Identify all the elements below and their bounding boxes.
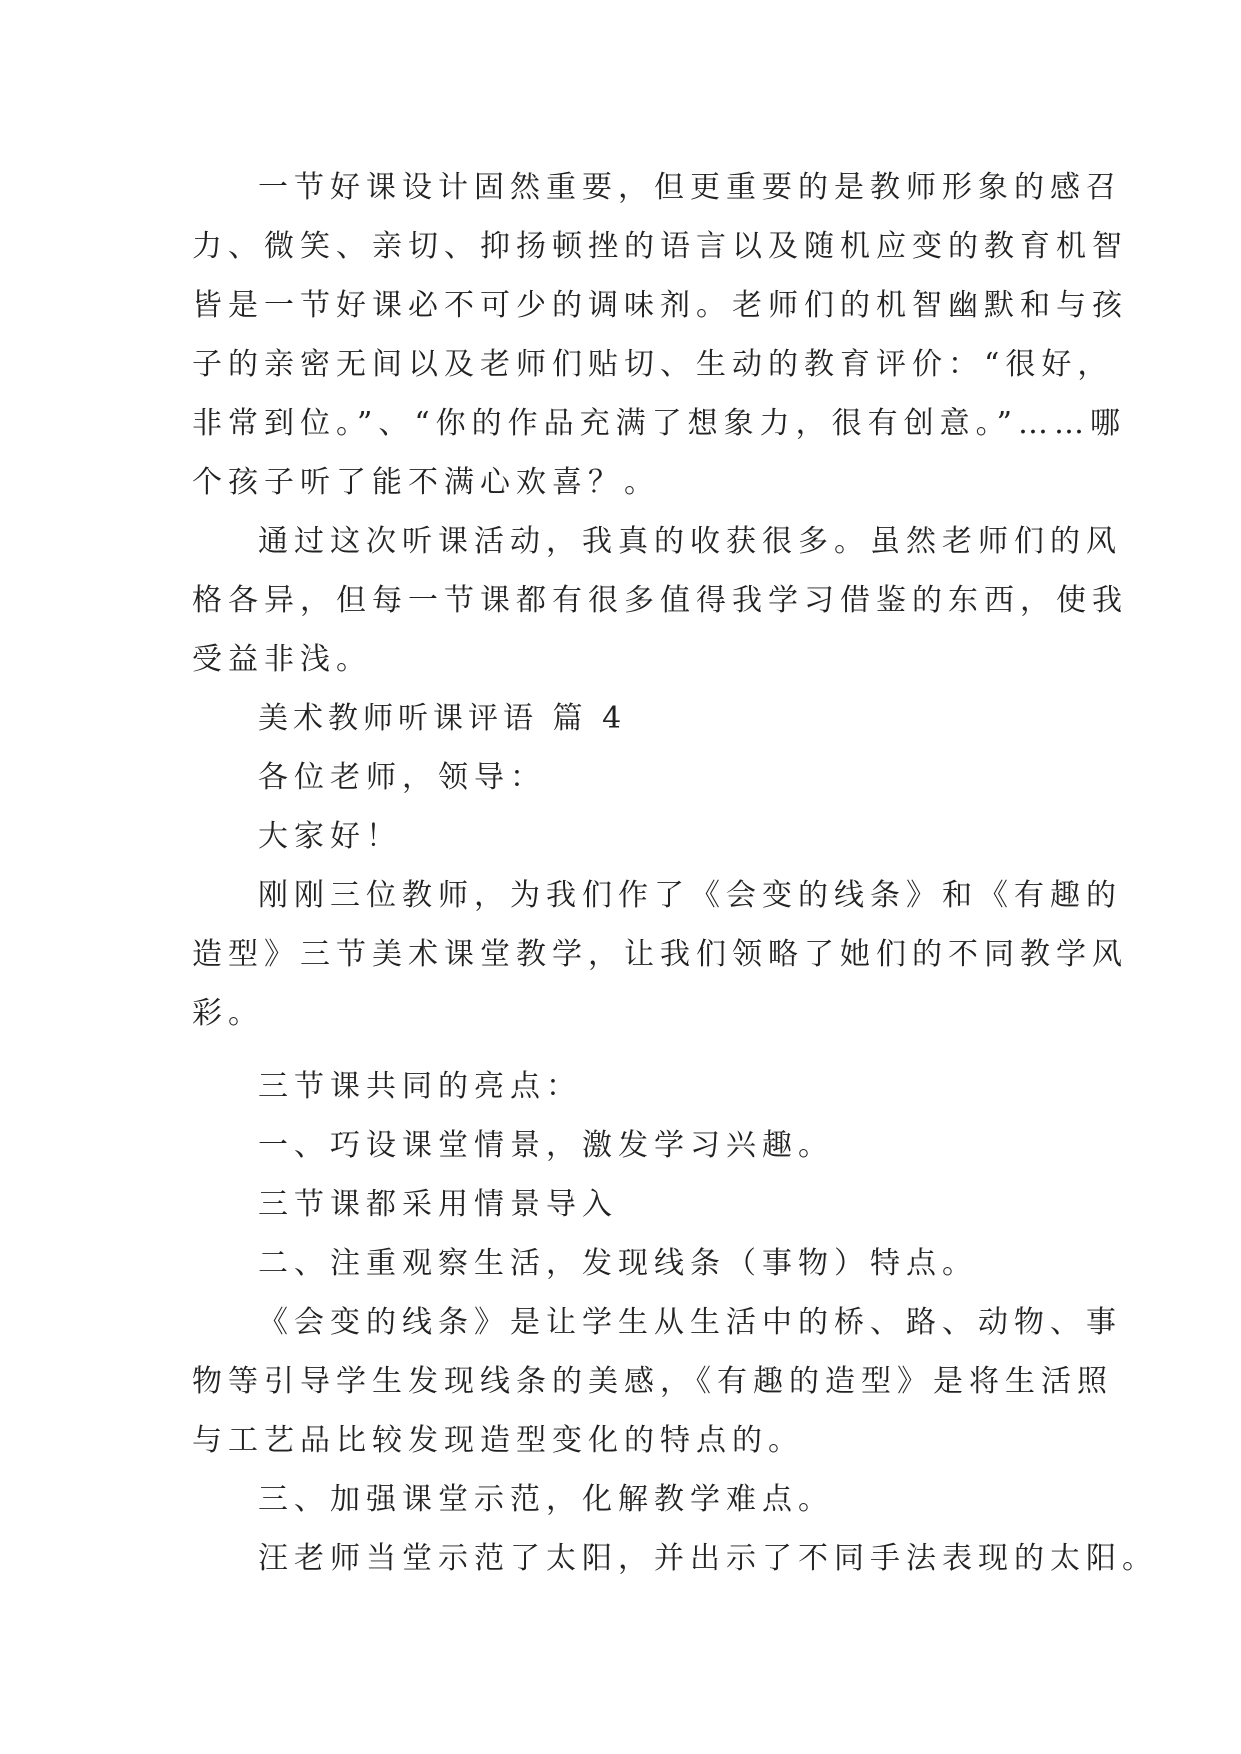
paragraph-line: 力、微笑、亲切、抑扬顿挫的语言以及随机应变的教育机智 (192, 229, 1128, 264)
list-heading: 三、加强课堂示范，化解教学难点。 (258, 1482, 834, 1517)
paragraph-line: 《会变的线条》是让学生从生活中的桥、路、动物、事 (258, 1305, 1122, 1340)
paragraph-line: 子的亲密无间以及老师们贴切、生动的教育评价：“很好， (192, 347, 1114, 382)
paragraph-line: 通过这次听课活动，我真的收获很多。虽然老师们的风 (258, 524, 1122, 559)
greeting: 大家好！ (258, 819, 402, 854)
paragraph-line: 受益非浅。 (192, 642, 372, 677)
paragraph-line: 非常到位。”、“你的作品充满了想象力，很有创意。”……哪 (192, 406, 1127, 441)
paragraph-line: 刚刚三位教师，为我们作了《会变的线条》和《有趣的 (258, 878, 1122, 913)
paragraph-line: 格各异，但每一节课都有很多值得我学习借鉴的东西，使我 (192, 583, 1128, 618)
paragraph-line: 与工艺品比较发现造型变化的特点的。 (192, 1423, 804, 1458)
paragraph-line: 彩。 (192, 996, 264, 1031)
paragraph-line: 三节课都采用情景导入 (258, 1187, 618, 1222)
list-heading: 二、注重观察生活，发现线条（事物）特点。 (258, 1246, 978, 1281)
paragraph-gap (192, 1043, 1062, 1057)
paragraph-line: 物等引导学生发现线条的美感，《有趣的造型》是将生活照 (192, 1364, 1113, 1399)
paragraph-line: 汪老师当堂示范了太阳，并出示了不同手法表现的太阳。 (258, 1541, 1158, 1576)
salutation: 各位老师，领导： (258, 760, 546, 795)
document-body (192, 158, 1158, 1588)
paragraph-line: 个孩子听了能不满心欢喜？。 (192, 465, 660, 500)
paragraph-line: 皆是一节好课必不可少的调味剂。老师们的机智幽默和与孩 (192, 288, 1128, 323)
section-heading: 美术教师听课评语 篇 4 (258, 701, 627, 736)
list-heading: 一、巧设课堂情景，激发学习兴趣。 (258, 1128, 834, 1163)
paragraph-line: 造型》三节美术课堂教学，让我们领略了她们的不同教学风 (192, 937, 1128, 972)
paragraph-line: 三节课共同的亮点： (258, 1069, 582, 1104)
paragraph-line: 一节好课设计固然重要，但更重要的是教师形象的感召 (258, 170, 1122, 205)
